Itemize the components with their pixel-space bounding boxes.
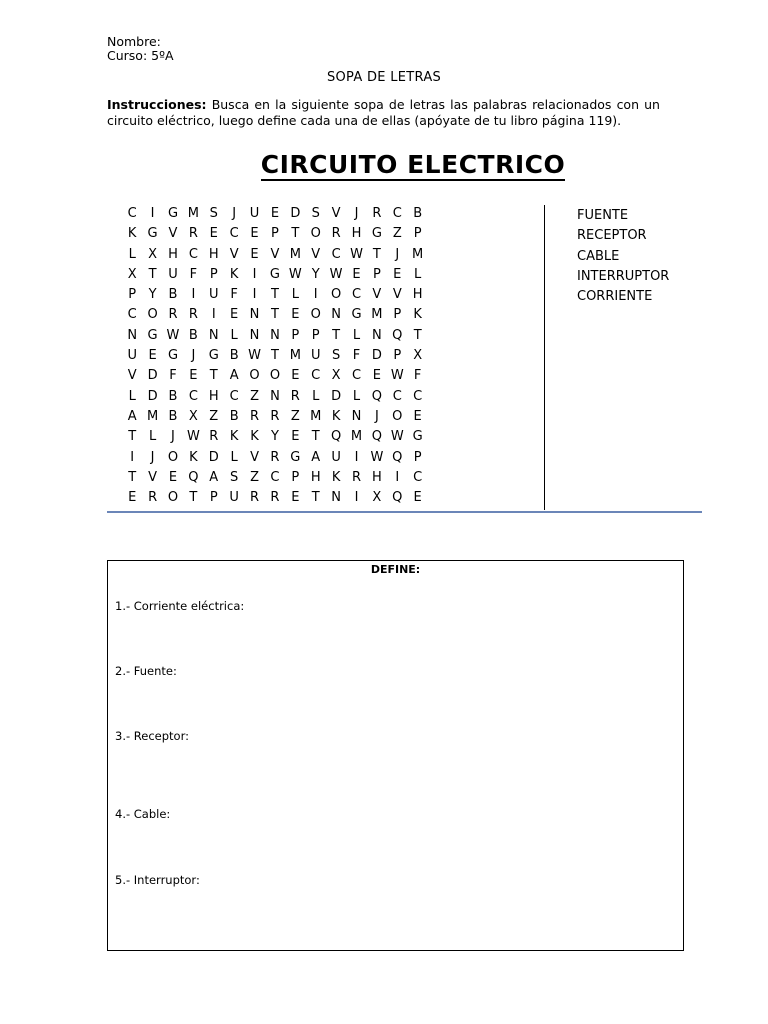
define-item: 1.- Corriente eléctrica: xyxy=(115,599,245,613)
grid-letter: K xyxy=(250,429,259,445)
grid-letter: O xyxy=(310,307,321,323)
grid-letter: L xyxy=(414,266,422,282)
grid-letter: E xyxy=(352,266,361,282)
grid-letter: N xyxy=(270,327,280,343)
grid-letter: Q xyxy=(371,388,382,404)
grid-letter: C xyxy=(127,206,137,221)
grid-letter: S xyxy=(331,348,341,364)
grid-letter: Q xyxy=(330,429,342,445)
grid-letter: H xyxy=(351,226,362,242)
grid-letter: C xyxy=(311,368,321,384)
grid-letter: P xyxy=(393,307,402,323)
grid-letter: G xyxy=(147,226,158,242)
grid-letter: Z xyxy=(250,469,259,485)
grid-letter: L xyxy=(128,388,136,404)
grid-letter: L xyxy=(352,327,361,343)
grid-letter: D xyxy=(147,368,158,384)
grid-letter: B xyxy=(229,348,239,364)
grid-letter: R xyxy=(270,490,280,506)
word-list-item: CABLE xyxy=(577,248,620,264)
grid-letter: I xyxy=(252,266,257,282)
grid-letter: O xyxy=(269,368,281,384)
puzzle-title-text: CIRCUITO ELECTRICO xyxy=(260,150,566,179)
grid-letter: U xyxy=(229,490,239,506)
grid-letter: A xyxy=(229,368,239,384)
grid-letter: X xyxy=(372,490,382,506)
grid-letter: E xyxy=(291,429,300,445)
grid-letter: E xyxy=(291,368,300,384)
grid-divider xyxy=(544,205,545,510)
grid-letter: H xyxy=(168,246,178,262)
grid-letter: R xyxy=(270,408,280,424)
grid-letter: P xyxy=(413,449,422,465)
grid-letter: E xyxy=(291,490,300,506)
grid-letter: K xyxy=(229,266,239,282)
grid-letter: L xyxy=(128,246,136,262)
grid-letter: K xyxy=(413,307,422,323)
grid-letter: S xyxy=(209,206,218,221)
instructions-text: Busca en la siguiente sopa de letras las palabras relacionados con un circuito eléctrico, luego define cada una de ellas (apóyate de tu libro página 119). xyxy=(107,97,660,128)
grid-row xyxy=(122,305,428,325)
grid-letter: T xyxy=(270,307,279,323)
grid-row xyxy=(122,285,428,305)
word-list-item: CORRIENTE xyxy=(577,289,653,305)
grid-letter: O xyxy=(392,408,403,424)
define-item: 4.- Cable: xyxy=(115,807,171,821)
word-list-item: FUENTE xyxy=(577,208,629,223)
grid-letter: E xyxy=(372,368,381,384)
grid-letter: E xyxy=(148,348,157,364)
grid-row xyxy=(122,448,428,468)
grid-row xyxy=(122,346,428,366)
grid-letter: E xyxy=(413,490,422,506)
student-header xyxy=(107,35,174,63)
grid-letter: V xyxy=(331,206,341,221)
grid-letter: N xyxy=(372,327,382,343)
grid-letter: W xyxy=(288,266,302,282)
grid-letter: K xyxy=(331,469,341,485)
grid-letter: Y xyxy=(148,287,157,303)
grid-row xyxy=(122,265,428,285)
grid-letter: R xyxy=(250,408,260,424)
grid-letter: I xyxy=(130,449,135,465)
grid-letter: E xyxy=(168,469,178,485)
define-item: 5.- Interruptor: xyxy=(115,873,200,887)
grid-letter: M xyxy=(371,307,383,323)
grid-letter: T xyxy=(413,327,422,343)
grid-letter: E xyxy=(250,246,259,262)
grid-letter: A xyxy=(311,449,321,465)
grid-letter: T xyxy=(372,246,381,262)
grid-letter: D xyxy=(208,449,219,465)
grid-letter: G xyxy=(208,348,219,364)
grid-letter: V xyxy=(311,246,321,262)
grid-letter: S xyxy=(230,469,239,485)
grid-letter: R xyxy=(168,307,178,323)
grid-letter: I xyxy=(191,287,196,303)
grid-letter: L xyxy=(230,327,238,343)
grid-letter: H xyxy=(208,388,219,404)
grid-letter: M xyxy=(289,246,301,262)
grid-letter: N xyxy=(351,408,362,424)
grid-row xyxy=(122,204,428,224)
grid-letter: G xyxy=(167,206,179,221)
grid-letter: V xyxy=(148,469,158,485)
grid-row xyxy=(122,427,428,447)
define-item: 3.- Receptor: xyxy=(115,729,189,743)
grid-letter: V xyxy=(229,246,239,262)
word-list-item: RECEPTOR xyxy=(577,228,647,244)
grid-letter: T xyxy=(311,490,320,506)
grid-letter: E xyxy=(250,226,259,242)
grid-letter: H xyxy=(412,287,423,303)
grid-letter: N xyxy=(127,327,138,343)
grid-letter: T xyxy=(189,490,198,506)
grid-letter: A xyxy=(209,469,219,485)
grid-letter: U xyxy=(331,449,341,465)
grid-letter: C xyxy=(413,469,423,485)
grid-letter: M xyxy=(289,348,301,364)
grid-letter: N xyxy=(249,307,260,323)
grid-letter: R xyxy=(188,226,198,242)
grid-letter: X xyxy=(331,368,341,384)
grid-row xyxy=(122,366,428,386)
grid-letter: R xyxy=(209,429,219,445)
grid-letter: D xyxy=(371,348,382,364)
grid-letter: W xyxy=(370,449,384,465)
grid-row xyxy=(122,488,428,508)
grid-letter: P xyxy=(372,266,381,282)
grid-letter: W xyxy=(350,246,363,262)
grid-letter: L xyxy=(230,449,238,465)
grid-letter: T xyxy=(148,266,157,282)
grid-letter: N xyxy=(331,307,341,323)
grid-letter: I xyxy=(395,469,400,485)
grid-letter: C xyxy=(392,388,402,404)
grid-letter: R xyxy=(290,388,300,404)
grid-letter: Y xyxy=(270,429,279,445)
grid-letter: H xyxy=(310,469,321,485)
grid-letter: F xyxy=(189,266,198,282)
grid-letter: P xyxy=(291,469,300,485)
grid-letter: I xyxy=(150,206,155,221)
grid-letter: V xyxy=(270,246,280,262)
grid-letter: V xyxy=(168,226,178,242)
grid-letter: B xyxy=(413,206,423,221)
grid-letter: U xyxy=(310,348,321,364)
grid-letter: C xyxy=(127,307,137,323)
grid-letter: U xyxy=(127,348,137,364)
grid-letter: Z xyxy=(392,226,402,242)
grid-letter: F xyxy=(352,348,361,364)
grid-letter: C xyxy=(188,246,198,262)
grid-letter: N xyxy=(208,327,219,343)
word-list xyxy=(577,206,669,307)
grid-letter: Z xyxy=(209,408,219,424)
grid-letter: P xyxy=(393,348,402,364)
grid-letter: R xyxy=(331,226,341,242)
grid-letter: C xyxy=(392,206,402,221)
grid-letter: P xyxy=(311,327,320,343)
grid-letter: W xyxy=(166,327,180,343)
grid-letter: D xyxy=(147,388,158,404)
grid-letter: K xyxy=(189,449,198,465)
grid-letter: G xyxy=(147,327,158,343)
grid-letter: G xyxy=(269,266,280,282)
grid-row xyxy=(122,407,428,427)
grid-letter: Q xyxy=(392,327,403,343)
grid-letter: I xyxy=(354,449,359,465)
grid-letter: Z xyxy=(250,388,259,404)
grid-letter: J xyxy=(191,348,196,364)
grid-letter: P xyxy=(209,266,218,282)
grid-letter: Z xyxy=(290,408,300,424)
grid-letter: W xyxy=(390,368,404,384)
grid-letter: O xyxy=(249,368,260,384)
grid-letter: V xyxy=(250,449,259,465)
nombre-label: Nombre: xyxy=(107,34,161,49)
grid-letter: F xyxy=(413,368,422,384)
grid-letter: J xyxy=(354,206,359,221)
grid-letter: J xyxy=(150,449,155,465)
grid-letter: F xyxy=(230,287,238,303)
grid-letter: X xyxy=(188,408,198,424)
grid-letter: M xyxy=(146,408,159,424)
grid-row xyxy=(122,224,428,244)
grid-letter: C xyxy=(188,388,198,404)
puzzle-title xyxy=(0,150,768,179)
grid-letter: V xyxy=(372,287,382,303)
grid-letter: Q xyxy=(371,429,382,445)
section-divider xyxy=(107,511,702,513)
grid-letter: Y xyxy=(311,266,320,282)
grid-letter: I xyxy=(354,490,359,506)
instructions-label: Instrucciones: xyxy=(107,97,207,112)
grid-letter: T xyxy=(209,368,218,384)
grid-letter: U xyxy=(249,206,260,221)
grid-letter: L xyxy=(352,388,361,404)
grid-letter: B xyxy=(168,388,178,404)
grid-letter: Q xyxy=(392,490,403,506)
grid-letter: M xyxy=(350,429,363,445)
grid-letter: W xyxy=(248,348,261,364)
grid-letter: G xyxy=(412,429,423,445)
grid-letter: R xyxy=(351,469,362,485)
grid-letter: L xyxy=(148,429,157,445)
grid-letter: R xyxy=(188,307,198,323)
grid-letter: I xyxy=(252,287,257,303)
grid-letter: V xyxy=(127,368,137,384)
grid-letter: D xyxy=(331,388,342,404)
grid-letter: B xyxy=(168,287,178,303)
grid-letter: O xyxy=(167,449,179,465)
grid-row xyxy=(122,387,428,407)
grid-letter: B xyxy=(188,327,198,343)
grid-letter: P xyxy=(291,327,300,343)
grid-letter: N xyxy=(331,490,341,506)
grid-letter: O xyxy=(167,490,179,506)
grid-letter: G xyxy=(351,307,362,323)
instructions xyxy=(107,97,660,129)
grid-letter: G xyxy=(167,348,179,364)
grid-letter: X xyxy=(413,348,423,364)
grid-letter: W xyxy=(329,266,343,282)
define-box xyxy=(107,560,684,951)
grid-letter: M xyxy=(310,408,322,424)
grid-letter: B xyxy=(168,408,178,424)
grid-letter: P xyxy=(209,490,218,506)
grid-letter: T xyxy=(270,287,279,303)
grid-letter: T xyxy=(311,429,320,445)
grid-letter: E xyxy=(413,408,422,424)
grid-letter: T xyxy=(291,226,300,242)
grid-row xyxy=(122,326,428,346)
define-item: 2.- Fuente: xyxy=(115,664,177,678)
grid-letter: K xyxy=(127,226,137,242)
grid-letter: T xyxy=(128,469,137,485)
grid-letter: Q xyxy=(392,449,403,465)
grid-letter: C xyxy=(351,287,362,303)
grid-letter: D xyxy=(290,206,301,221)
grid-letter: T xyxy=(332,327,341,343)
grid-letter: X xyxy=(148,246,158,262)
grid-letter: H xyxy=(371,469,382,485)
grid-letter: C xyxy=(351,368,362,384)
grid-letter: G xyxy=(371,226,382,242)
grid-letter: O xyxy=(147,307,158,323)
grid-letter: J xyxy=(171,429,175,445)
grid-letter: S xyxy=(311,206,320,221)
grid-letter: I xyxy=(313,287,318,303)
grid-letter: T xyxy=(270,348,279,364)
grid-letter: J xyxy=(232,206,237,221)
grid-letter: C xyxy=(270,469,280,485)
grid-letter: F xyxy=(169,368,177,384)
grid-letter: J xyxy=(374,408,379,424)
grid-letter: P xyxy=(128,287,137,303)
grid-letter: M xyxy=(412,246,424,262)
grid-letter: E xyxy=(230,307,239,323)
grid-letter: E xyxy=(393,266,402,282)
grid-letter: O xyxy=(310,226,321,242)
grid-letter: B xyxy=(229,408,239,424)
grid-letter: C xyxy=(413,388,423,404)
grid-letter: R xyxy=(372,206,382,221)
grid-letter: E xyxy=(291,307,300,323)
grid-letter: E xyxy=(270,206,280,221)
grid-letter: O xyxy=(330,287,342,303)
curso-label: Curso: 5ºA xyxy=(107,48,174,63)
grid-letter: Q xyxy=(188,469,199,485)
grid-letter: V xyxy=(392,287,402,303)
grid-letter: H xyxy=(208,246,219,262)
grid-letter: K xyxy=(229,429,239,445)
grid-letter: E xyxy=(189,368,198,384)
grid-letter: L xyxy=(312,388,320,404)
grid-letter: A xyxy=(127,408,137,424)
grid-letter: L xyxy=(291,287,299,303)
grid-letter: R xyxy=(250,490,260,506)
grid-letter: N xyxy=(270,388,280,404)
grid-letter: W xyxy=(186,429,200,445)
grid-letter: X xyxy=(127,266,137,282)
grid-letter: P xyxy=(271,226,279,242)
grid-letter: E xyxy=(128,490,137,506)
grid-letter: M xyxy=(187,206,199,221)
grid-letter: G xyxy=(290,449,301,465)
grid-letter: R xyxy=(270,449,280,465)
grid-letter: P xyxy=(413,226,422,242)
grid-letter: N xyxy=(249,327,260,343)
grid-letter: W xyxy=(390,429,404,445)
grid-row xyxy=(122,468,428,488)
grid-row xyxy=(122,245,428,265)
grid-letter: U xyxy=(209,287,219,303)
word-search-grid xyxy=(122,204,428,508)
define-title: DEFINE: xyxy=(370,563,421,576)
grid-letter: C xyxy=(331,246,341,262)
grid-letter: K xyxy=(331,408,341,424)
grid-letter: R xyxy=(148,490,158,506)
grid-letter: I xyxy=(211,307,216,323)
grid-letter: J xyxy=(395,246,400,262)
grid-letter: U xyxy=(168,266,178,282)
page-title: SOPA DE LETRAS xyxy=(326,70,442,85)
word-list-item: INTERRUPTOR xyxy=(577,268,670,284)
grid-letter: C xyxy=(229,226,239,242)
grid-letter: E xyxy=(209,226,218,242)
grid-letter: T xyxy=(128,429,137,445)
grid-letter: C xyxy=(229,388,239,404)
